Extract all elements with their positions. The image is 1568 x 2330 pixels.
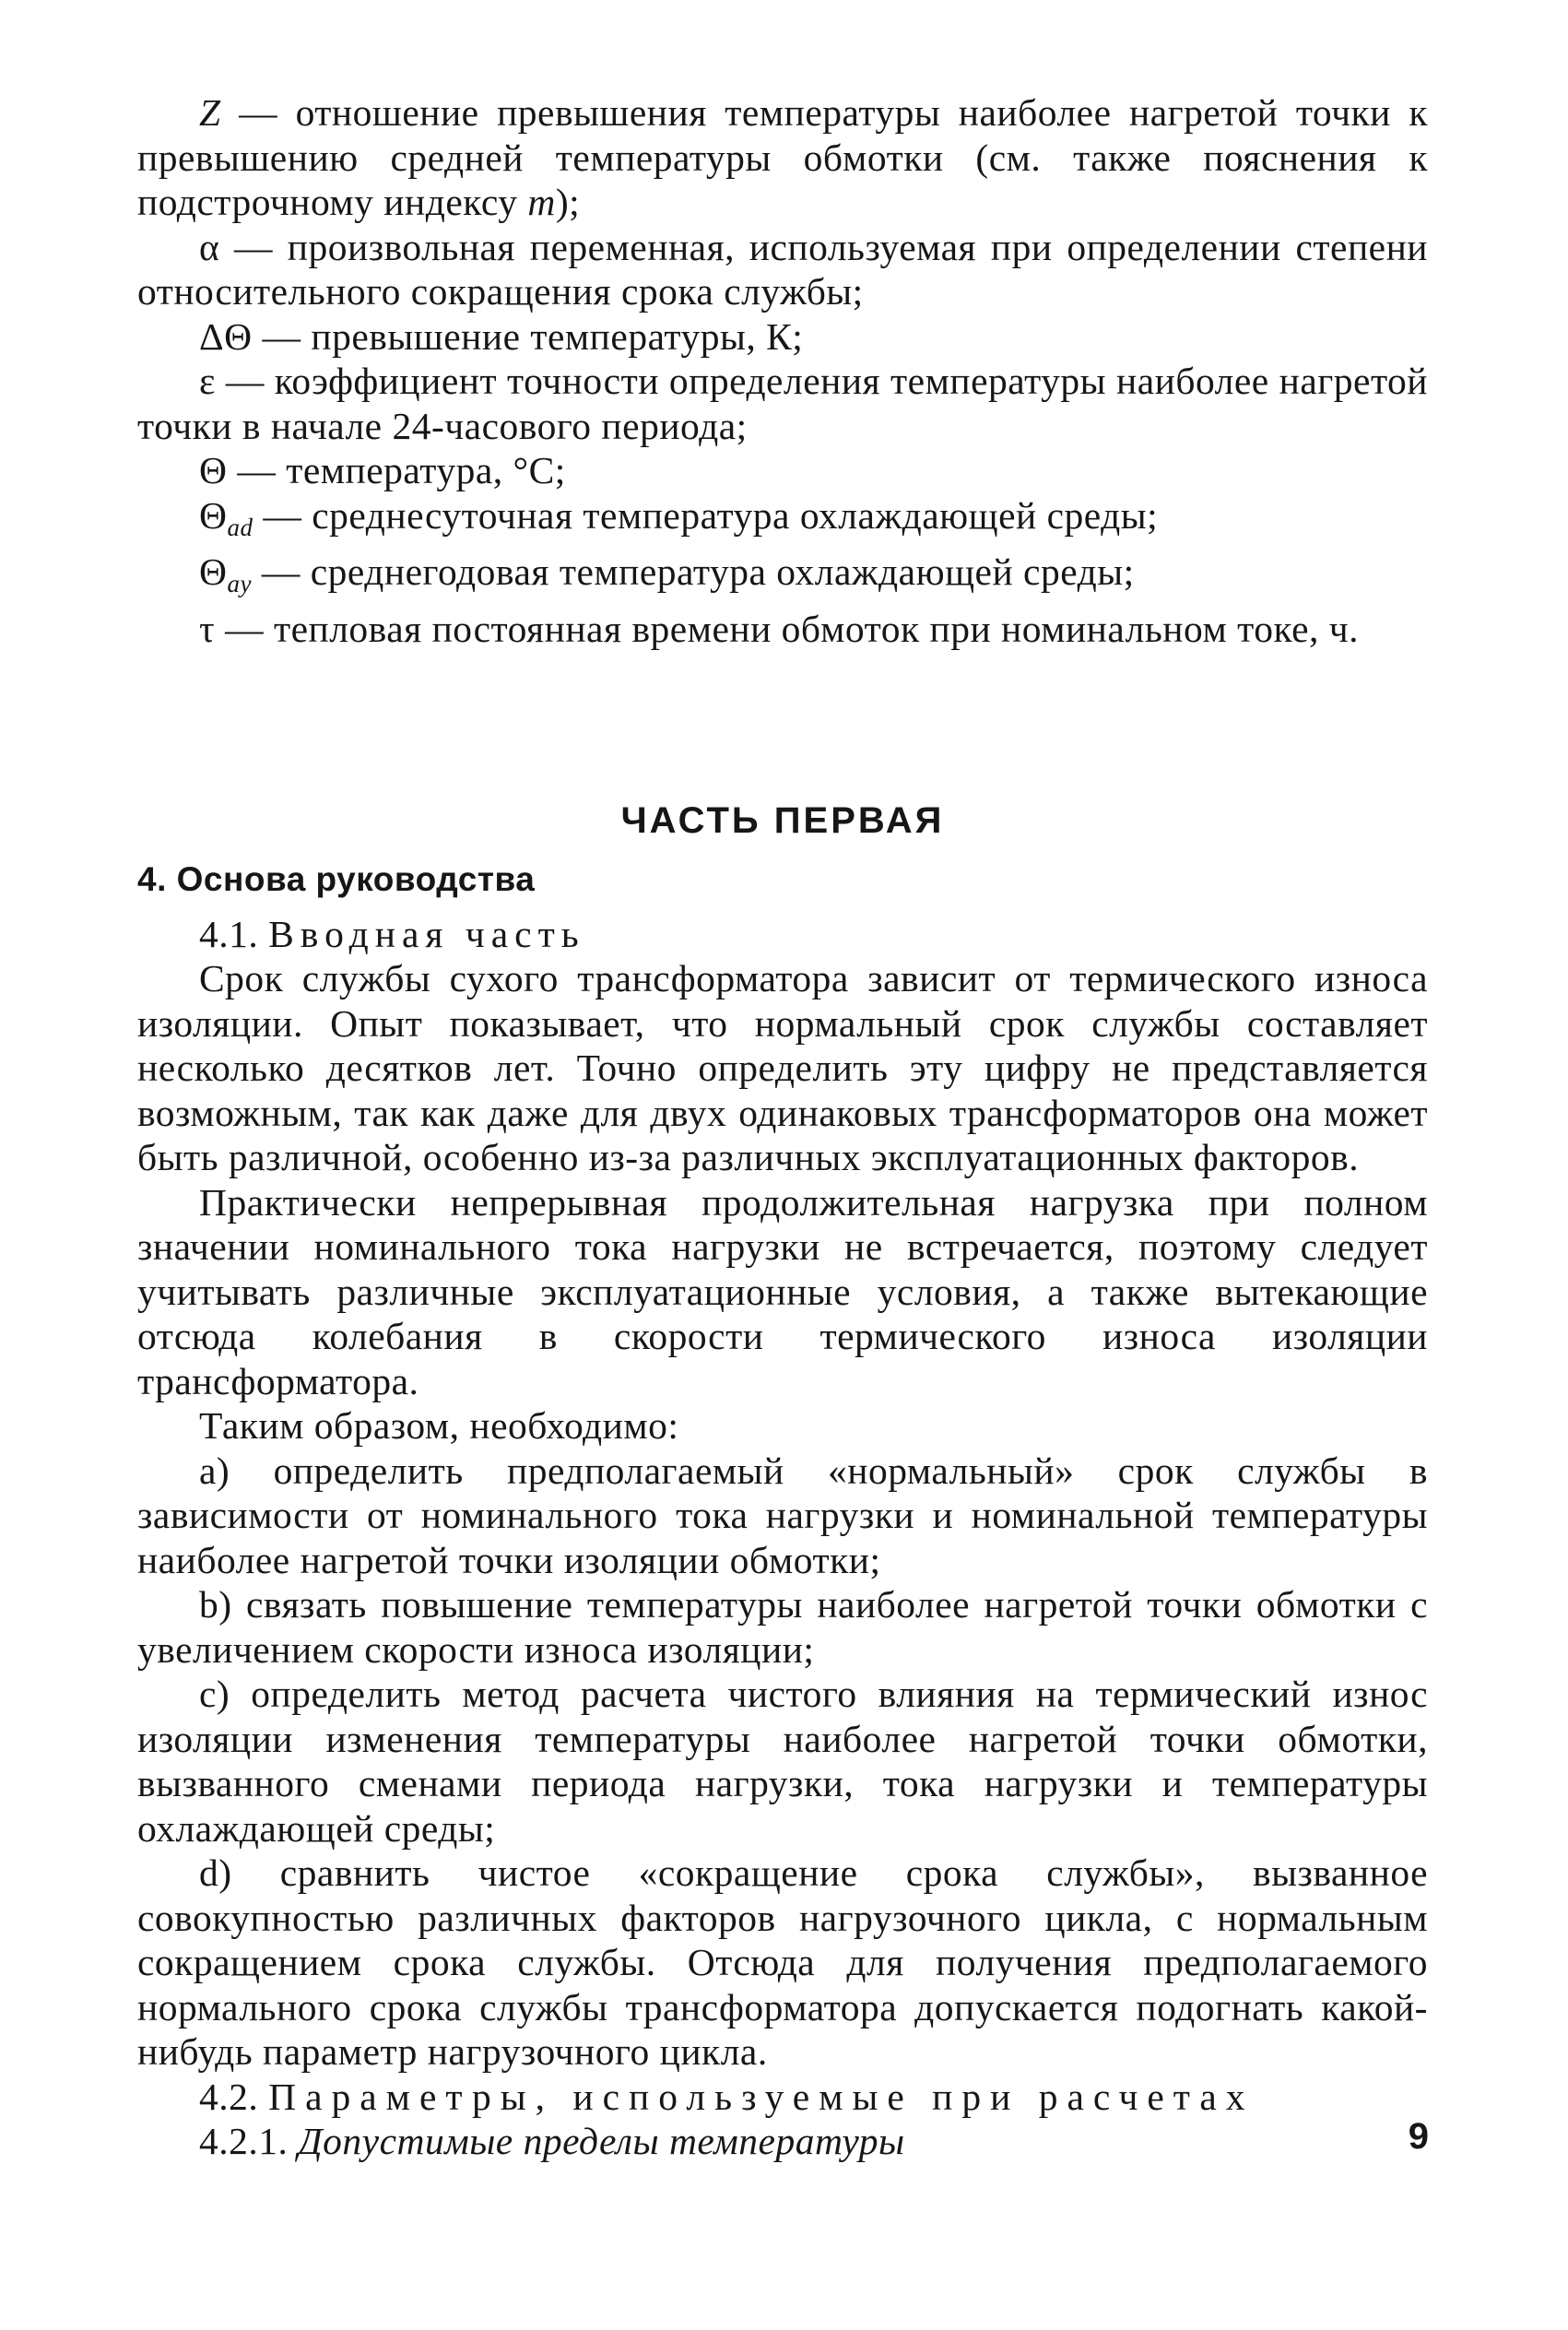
section-title: Вводная часть <box>268 912 585 955</box>
section-number: 4.2. <box>199 2075 259 2118</box>
symbol-name: ε <box>199 360 216 402</box>
list-item: d) сравнить чистое «сокращение срока службы», вызванное совокупностью различных факторов нагрузочного цикла, с нормальным сокращением срока службы. Отсюда для получения предполагаемого нормального срока службы трансформатора допускается подогнать какой-нибудь параметр нагрузочного цикла. <box>137 1851 1428 2073</box>
section-4-2-1-heading <box>137 2119 1428 2164</box>
page-number: 9 <box>1408 2116 1429 2157</box>
symbol-definition: — коэффициент точности определения температуры наиболее нагретой точки в начале 24-часового периода; <box>137 360 1428 447</box>
symbol-name: τ <box>199 607 216 650</box>
symbol-name: Θ <box>199 550 228 593</box>
symbol-definition: — температура, °С; <box>227 449 566 491</box>
list-item: с) определить метод расчета чистого влияния на термический износ изоляции изменения температуры наиболее нагретой точки обмотки, вызванного сменами периода нагрузки, тока нагрузки и температуры охлаждающей среды; <box>137 1673 1428 1850</box>
symbol-definition: — среднегодовая температура охлаждающей среды; <box>251 550 1135 593</box>
list-item: b) связать повышение температуры наиболее нагретой точки обмотки с увеличением скорости износа изоляции; <box>137 1583 1428 1671</box>
symbol-definitions <box>137 90 1428 651</box>
symbol-index: m <box>527 181 556 223</box>
symbol-tail: ); <box>555 181 581 223</box>
paragraph: Практически непрерывная продолжительная нагрузка при полном значении номинального тока нагрузки не встречается, поэтому следует учитывать различные эксплуатационные условия, а также вытекающие отсюда колебания в скорости термического износа изоляции трансформатора. <box>137 1180 1428 1402</box>
symbol-definition: — среднесуточная температура охлаждающей среды; <box>253 493 1159 537</box>
paragraph: Таким образом, необходимо: <box>199 1404 679 1447</box>
section-number: 4.1. <box>199 912 259 955</box>
part-title: ЧАСТЬ ПЕРВАЯ <box>620 800 945 841</box>
symbol-definition: — отношение превышения температуры наиболее нагретой точки к превышению средней температуры обмотки (см. также пояснения к подстрочному индексу <box>137 91 1428 223</box>
symbol-name: Θ <box>199 493 228 537</box>
symbol-alpha <box>137 225 1428 314</box>
symbol-definition: — тепловая постоянная времени обмоток при номинальном токе, ч. <box>215 607 1359 650</box>
symbol-name: Θ <box>199 449 228 491</box>
symbol-delta-theta <box>137 314 1428 360</box>
main-body <box>137 857 1428 2164</box>
symbol-tau <box>137 607 1428 652</box>
section-4-1-heading <box>137 912 1428 957</box>
symbol-theta <box>137 448 1428 493</box>
section-number: 4.2.1. <box>199 2120 289 2162</box>
section-4-2-heading <box>137 2075 1428 2120</box>
symbol-name: Z <box>199 91 221 134</box>
section-title: Параметры, используемые при расчетах <box>268 2075 1255 2118</box>
symbol-subscript: ad <box>227 513 253 541</box>
symbol-theta-ay <box>137 550 1428 607</box>
symbol-z <box>137 90 1428 225</box>
list-item: а) определить предполагаемый «нормальный» срок службы в зависимости от номинального тока нагрузки и номинальной температуры наиболее нагретой точки изоляции обмотки; <box>137 1449 1428 1581</box>
symbol-name: α <box>199 225 220 268</box>
symbol-definition: — превышение температуры, К; <box>252 314 804 358</box>
paragraph: Срок службы сухого трансформатора зависит от термического износа изоляции. Опыт показывает, что нормальный срок службы составляет несколько десятков лет. Точно определить эту цифру не представляется возможным, так как даже для двух одинаковых трансформаторов она может быть различной, особенно из-за различных эксплуатационных факторов. <box>137 957 1428 1178</box>
symbol-subscript: ay <box>227 570 252 597</box>
symbol-name: ΔΘ <box>199 314 253 358</box>
symbol-theta-ad <box>137 493 1428 550</box>
section-4-heading: 4. Основа руководства <box>137 860 536 898</box>
section-title: Допустимые пределы температуры <box>298 2120 905 2162</box>
symbol-epsilon <box>137 359 1428 448</box>
symbol-definition: — произвольная переменная, используемая при определении степени относительного сокращения срока службы; <box>137 225 1428 313</box>
